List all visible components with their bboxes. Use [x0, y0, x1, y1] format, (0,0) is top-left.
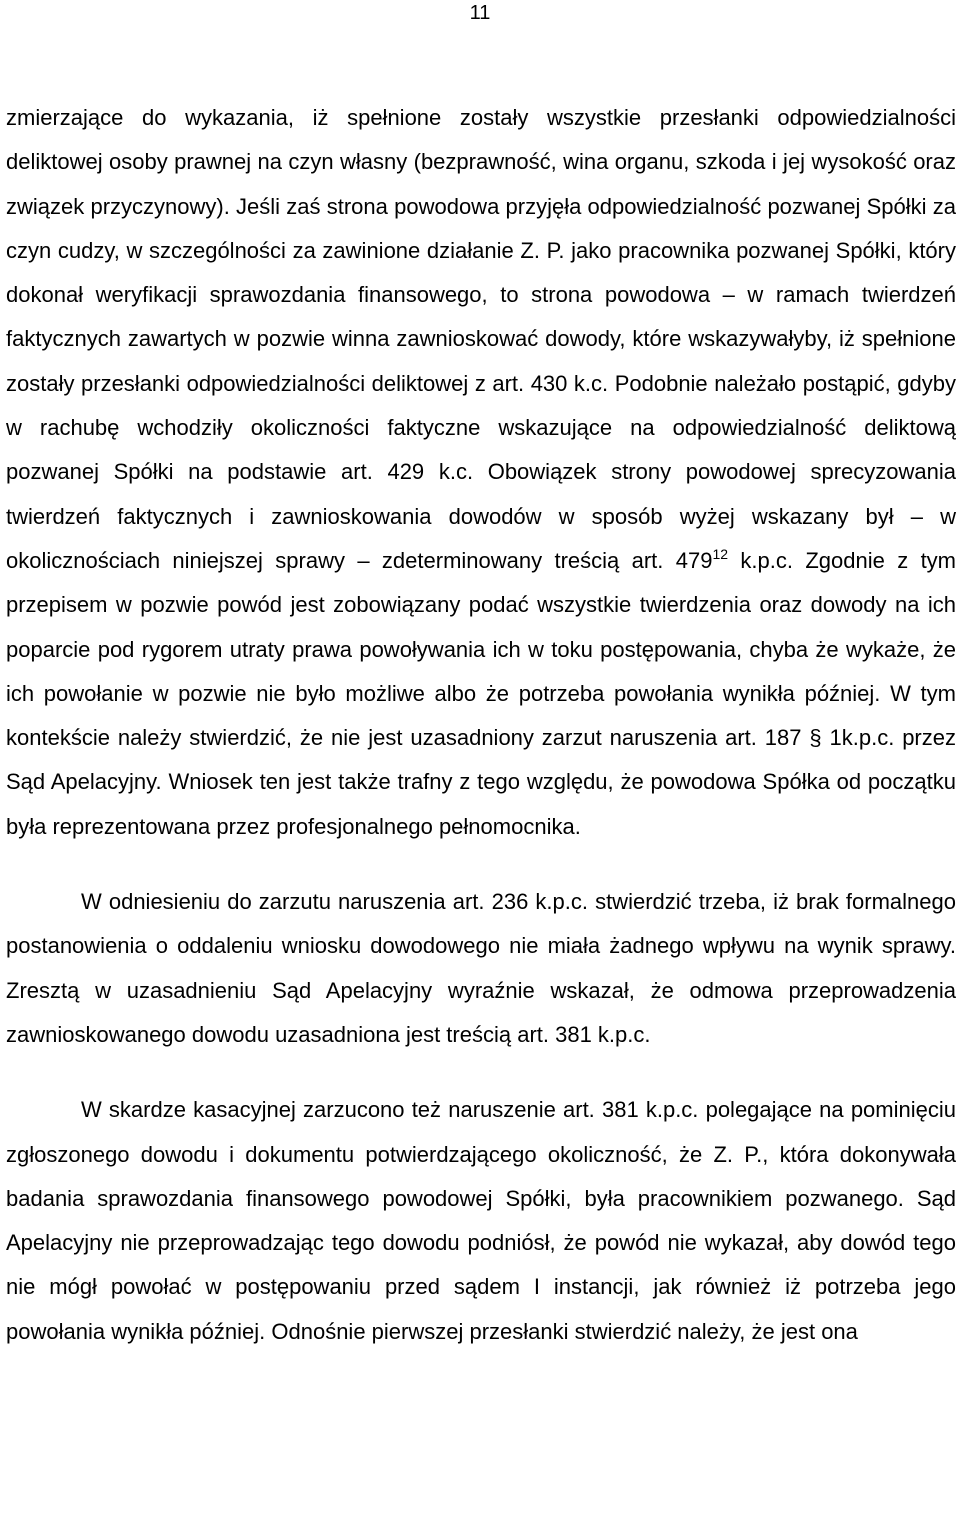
paragraph-3-text: W skardze kasacyjnej zarzucono też naruszenie art. 381 k.p.c. polegające na pominięciu zgłoszonego dowodu i dokumentu potwierdzającego okoliczność, że Z. P., która dokonywała badania sprawozdania finansowego powodowej Spółki, była pracownikiem pozwanego. Sąd Apelacyjny nie przeprowadzając tego dowodu podniósł, że powód nie wykazał, aby dowód tego nie mógł powołać w postępowaniu przed sądem I instancji, jak również iż potrzeba jego powołania wynikła później. Odnośnie pierwszej przesłanki stwierdzić należy, że jest ona: [6, 1097, 956, 1344]
paragraph-spacer: [6, 849, 956, 880]
paragraph-2: [6, 880, 956, 1057]
paragraph-1-text-continued: k.p.c. Zgodnie z tym przepisem w pozwie powód jest zobowiązany podać wszystkie twierdzenia oraz dowody na ich poparcie pod rygorem utraty prawa powoływania ich w toku postępowania, chyba że wykaże, że ich powołanie w pozwie nie było możliwe albo że potrzeba powołania wynikła później. W tym kontekście należy stwierdzić, że nie jest uzasadniony zarzut naruszenia art. 187 § 1k.p.c. przez Sąd Apelacyjny. Wniosek ten jest także trafny z tego względu, że powodowa Spółka od początku była reprezentowana przez profesjonalnego pełnomocnika.: [6, 547, 957, 839]
paragraph-2-text: W odniesieniu do zarzutu naruszenia art. 236 k.p.c. stwierdzić trzeba, iż brak formalnego postanowienia o oddaleniu wniosku dowodowego nie miała żadnego wpływu na wynik sprawy. Zresztą w uzasadnieniu Sąd Apelacyjny wyraźnie wskazał, że odmowa przeprowadzenia zawnioskowanego dowodu uzasadniona jest treścią art. 381 k.p.c.: [6, 889, 956, 1047]
paragraph-3: [6, 1088, 956, 1354]
paragraph-spacer: [6, 1057, 956, 1088]
paragraph-1-text: zmierzające do wykazania, iż spełnione zostały wszystkie przesłanki odpowiedzialności deliktowej osoby prawnej na czyn własny (bezprawność, wina organu, szkoda i jej wysokość oraz związek przyczynowy). Jeśli zaś strona powodowa przyjęła odpowiedzialność pozwanej Spółki za czyn cudzy, w szczególności za zawinione działanie Z. P. jako pracownika pozwanej Spółki, który dokonał weryfikacji sprawozdania finansowego, to strona powodowa – w ramach twierdzeń faktycznych zawartych w pozwie winna zawnioskować dowody, które wskazywałyby, iż spełnione zostały przesłanki odpowiedzialności deliktowej z art. 430 k.c. Podobnie należało postąpić, gdyby w rachubę wchodziły okoliczności faktyczne wskazujące na odpowiedzialność deliktową pozwanej Spółki na podstawie art. 429 k.c. Obowiązek strony powodowej sprecyzowania twierdzeń faktycznych i zawnioskowania dowodów w sposób wyżej wskazany był – w okolicznościach niniejszej sprawy – zdeterminowany treścią art. 479: [6, 105, 956, 573]
document-body: [6, 96, 956, 1354]
page-number: 11: [469, 2, 491, 24]
paragraph-1-superscript: 12: [712, 545, 729, 562]
paragraph-1: [6, 96, 956, 849]
